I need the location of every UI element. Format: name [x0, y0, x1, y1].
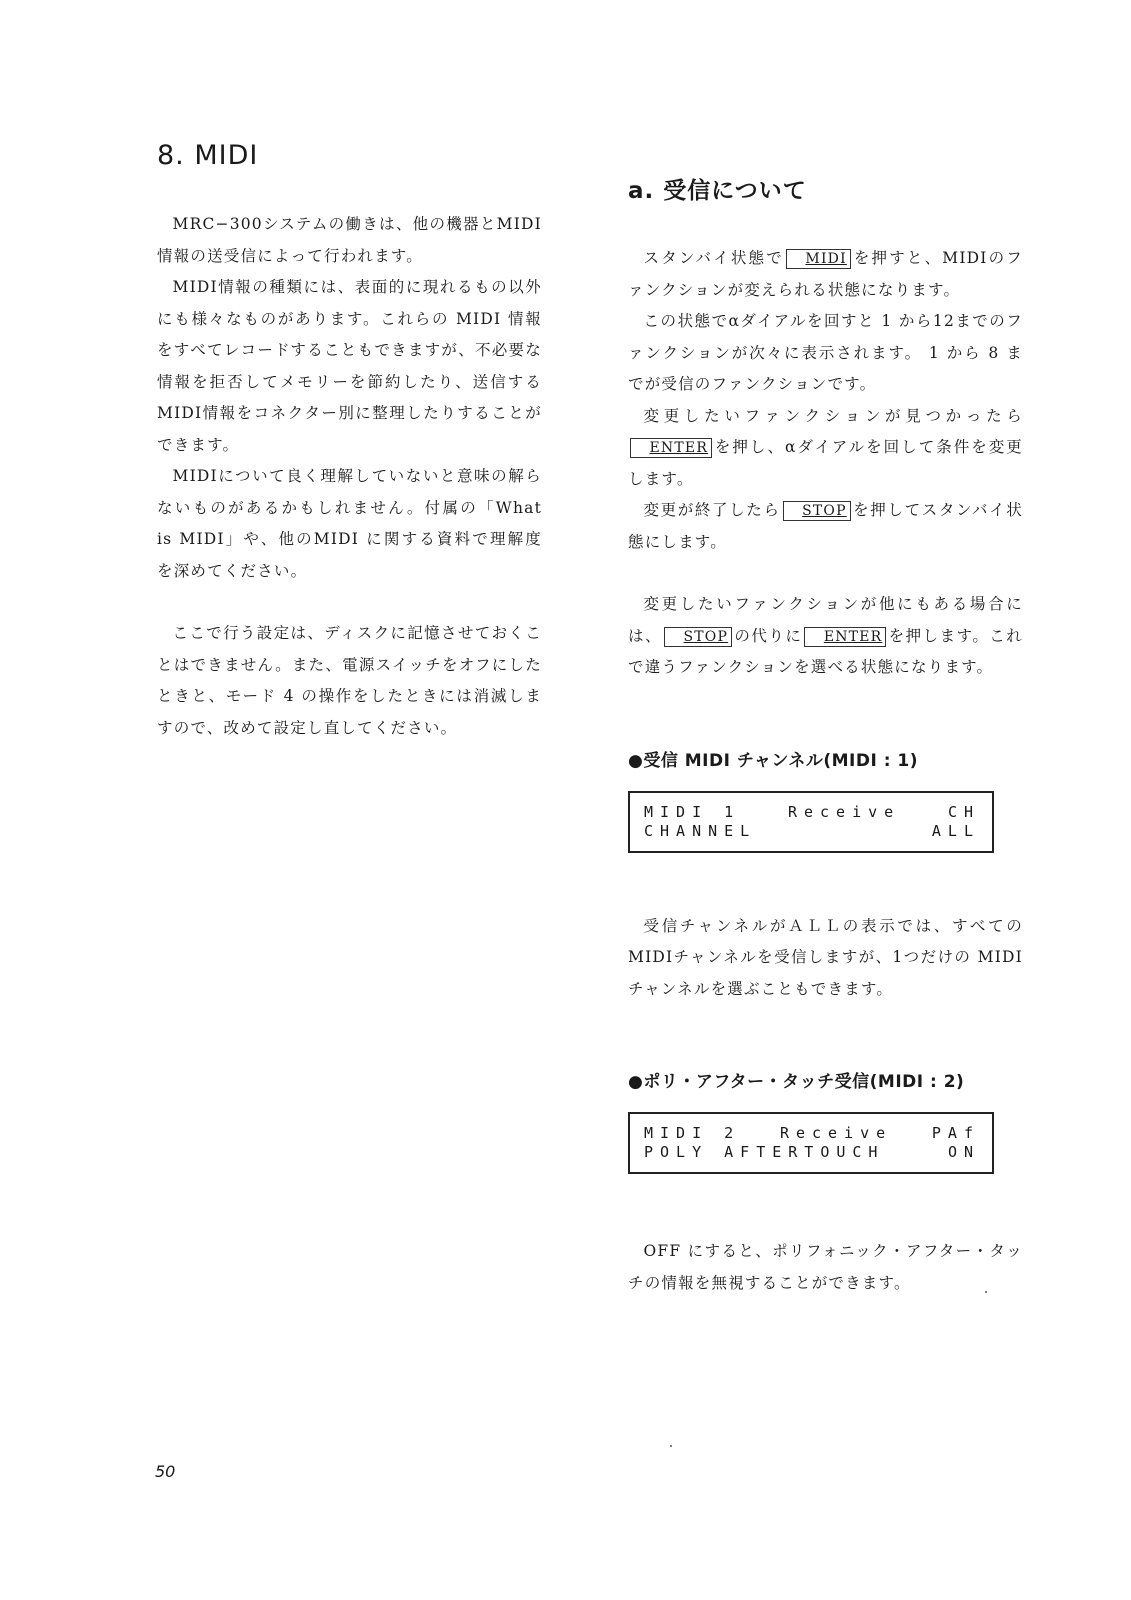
alpha-dial-paragraph: この状態でαダイアルを回すと 1 から12までのファンクションが次々に表示されます。 1 から 8 までが受信のファンクションです。	[628, 312, 1023, 393]
text-segment: 変更したいファンクションが他にもある場合には、	[628, 595, 1023, 645]
info-types-paragraph: MIDI情報の種類には、表面的に現れるもの以外にも様々なものがあります。これらの MIDI 情報をすべてレコードすることもできますが、不必要な情報を拒否してメモリーを節約したり、送信するMIDI情報をコネクター別に整理したりすることができます。	[157, 278, 542, 454]
lcd-text: ON	[947, 1143, 980, 1161]
text-segment: を押し、αダイアルを回して条件を変更します。	[628, 438, 1023, 488]
stop-key-label: STOP	[783, 501, 851, 521]
lcd-text: CH	[947, 802, 980, 821]
text-segment: の代りに	[734, 626, 803, 645]
lcd-line-1	[644, 803, 980, 822]
enter-key-label: ENTER	[630, 438, 712, 458]
lcd-line-2	[644, 822, 980, 841]
stop-key-label: STOP	[664, 627, 732, 647]
text-segment: を押してスタンバイ状態にします。	[628, 501, 1023, 551]
lcd-text: MIDI 1	[644, 802, 741, 821]
midi-key-paragraph	[628, 243, 1023, 306]
multiple-functions-paragraph	[628, 589, 1023, 684]
lcd-line-2	[644, 1143, 980, 1162]
text-segment: を押します。これで違うファンクションを選べる状態になります。	[628, 626, 1023, 676]
scan-speck	[670, 1445, 672, 1447]
poly-aftertouch-heading: ●ポリ・アフター・タッチ受信(MIDI : 2)	[628, 1072, 965, 1092]
right-column	[628, 172, 1023, 1299]
text-segment: を押すと、MIDIのファンクションが変えられる状態になります。	[628, 249, 1023, 299]
lcd-text: ALL	[931, 821, 980, 840]
section-title: 8. MIDI	[157, 140, 259, 171]
receive-channel-lcd	[628, 791, 994, 853]
lcd-text: CHANNEL	[644, 821, 757, 840]
enter-key-label: ENTER	[804, 627, 886, 647]
scan-speck	[985, 1291, 987, 1293]
lcd-line-1	[644, 1124, 980, 1143]
intro-paragraph: MRC−300システムの働きは、他の機器とMIDI情報の送受信によって行われます。	[157, 215, 542, 265]
stop-key-paragraph	[628, 495, 1023, 558]
midi-key-label: MIDI	[786, 249, 851, 269]
lcd-text: PAf	[931, 1124, 980, 1142]
receive-subtitle: a. 受信について	[628, 178, 807, 204]
text-segment: スタンバイ状態で	[643, 249, 784, 267]
lcd-text: MIDI 2	[644, 1124, 741, 1142]
receive-channel-heading: ●受信 MIDI チャンネル(MIDI : 1)	[628, 750, 919, 771]
receive-channel-description: 受信チャンネルがＡＬＬの表示では、すべてのMIDIチャンネルを受信しますが、1つだけの MIDIチャンネルを選ぶこともできます。	[628, 916, 1023, 998]
settings-note-paragraph: ここで行う設定は、ディスクに記憶させておくことはできません。また、電源スイッチをオフにしたときと、モード 4 の操作をしたときには消滅しますので、改めて設定し直してください。	[157, 624, 542, 737]
poly-aftertouch-lcd	[628, 1112, 994, 1174]
text-segment: 変更したいファンクションが見つかったら	[643, 406, 1023, 425]
left-column	[157, 140, 542, 744]
lcd-text: POLY AFTERTOUCH	[644, 1143, 885, 1161]
reference-paragraph: MIDIについて良く理解していないと意味の解らないものがあるかもしれません。付属の「What is MIDI」や、他のMIDI に関する資料で理解度を深めてください。	[157, 467, 542, 580]
poly-aftertouch-description: OFF にすると、ポリフォニック・アフター・タッチの情報を無視することができます。	[628, 1242, 1023, 1292]
page-number: 50	[155, 1462, 176, 1481]
lcd-text: Receive	[787, 802, 901, 821]
lcd-text: Receive	[779, 1124, 893, 1142]
text-segment: 変更が終了したら	[643, 501, 781, 519]
enter-key-paragraph	[628, 401, 1023, 496]
